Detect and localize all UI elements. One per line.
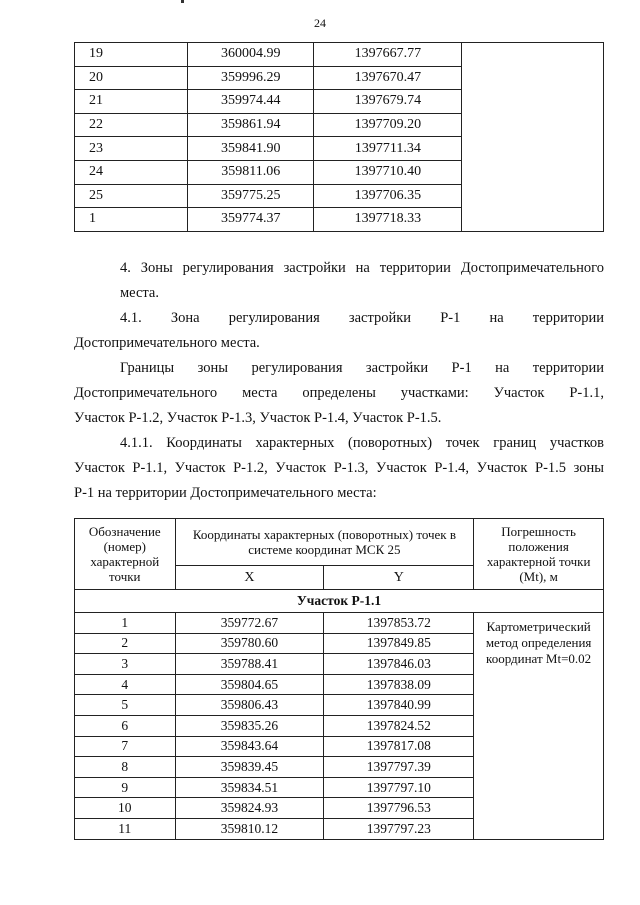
coord-y: 1397846.03 [324,654,474,675]
error-column [462,43,604,232]
section-41-heading [74,306,604,356]
coords-paragraph [74,431,604,506]
point-id: 2 [75,633,176,654]
method-note: Картометрический метод определения координат Mt=0.02 [474,613,604,840]
point-id: 6 [75,715,176,736]
coord-x: 359843.64 [175,736,324,757]
table-row [75,613,604,634]
coord-y: 1397709.20 [314,113,462,137]
coord-y: 1397797.10 [324,777,474,798]
section-title: Участок Р-1.1 [75,590,604,613]
point-id: 1 [75,208,188,232]
coord-x: 359811.06 [188,160,314,184]
coords-line1: 4.1.1. Координаты характерных (поворотных) точек границ участков [120,435,604,451]
borders-line3: Участок Р-1.2, Участок Р-1.3, Участок Р-1.4, Участок Р-1.5. [74,410,442,426]
point-id: 11 [75,818,176,839]
coord-y: 1397679.74 [314,90,462,114]
coord-y: 1397796.53 [324,798,474,819]
point-id: 10 [75,798,176,819]
coord-y: 1397670.47 [314,66,462,90]
page-number: 24 [314,16,326,30]
coord-x: 359775.25 [188,184,314,208]
coord-y: 1397840.99 [324,695,474,716]
coord-x: 359835.26 [175,715,324,736]
coord-x: 359780.60 [175,633,324,654]
borders-paragraph [74,356,604,431]
section-4-line2: места. [120,285,159,301]
point-id: 20 [75,66,188,90]
coord-x: 359804.65 [175,674,324,695]
borders-line2: Достопримечательного места определены участками: Участок Р-1.1, [74,385,604,401]
coord-x: 359806.43 [175,695,324,716]
point-id: 23 [75,137,188,161]
point-id: 21 [75,90,188,114]
section-4-heading [74,256,604,306]
coord-y: 1397817.08 [324,736,474,757]
coord-y: 1397711.34 [314,137,462,161]
coord-y: 1397797.23 [324,818,474,839]
coordinate-table-p1-1 [74,518,604,840]
coord-x: 359774.37 [188,208,314,232]
coord-y: 1397849.85 [324,633,474,654]
scan-mark [181,0,184,3]
coords-line3: Р-1 на территории Достопримечательного места: [74,485,377,501]
point-id: 7 [75,736,176,757]
coord-y: 1397838.09 [324,674,474,695]
coord-y: 1397667.77 [314,43,462,67]
coord-x: 359839.45 [175,757,324,778]
coord-x: 359824.93 [175,798,324,819]
coord-y: 1397710.40 [314,160,462,184]
coord-x: 359788.41 [175,654,324,675]
coord-x: 359810.12 [175,818,324,839]
coord-y: 1397797.39 [324,757,474,778]
point-id: 1 [75,613,176,634]
point-id: 4 [75,674,176,695]
header-y: Y [324,565,474,589]
coord-x: 359834.51 [175,777,324,798]
coord-x: 359772.67 [175,613,324,634]
header-error: Погрешность положения характерной точки (Mt), м [474,519,604,590]
header-coords: Координаты характерных (поворотных) точек в системе координат МСК 25 [175,519,474,566]
point-id: 24 [75,160,188,184]
section-41-line2: Достопримечательного места. [74,335,260,351]
point-id: 3 [75,654,176,675]
coord-y: 1397718.33 [314,208,462,232]
header-designation: Обозначение (номер) характерной точки [75,519,176,590]
coord-y: 1397706.35 [314,184,462,208]
point-id: 5 [75,695,176,716]
coord-x: 359861.94 [188,113,314,137]
point-id: 25 [75,184,188,208]
coord-x: 359974.44 [188,90,314,114]
section-4-line1: 4. Зоны регулирования застройки на территории Достопримечательного [120,260,604,276]
coord-x: 359841.90 [188,137,314,161]
point-id: 8 [75,757,176,778]
top-coordinate-table [74,42,604,232]
header-x: X [175,565,324,589]
coord-x: 359996.29 [188,66,314,90]
borders-line1: Границы зоны регулирования застройки Р-1 на территории [120,360,604,376]
coord-y: 1397824.52 [324,715,474,736]
point-id: 19 [75,43,188,67]
coord-x: 360004.99 [188,43,314,67]
point-id: 9 [75,777,176,798]
table-row [75,43,604,67]
coords-line2: Участок Р-1.1, Участок Р-1.2, Участок Р-1.3, Участок Р-1.4, Участок Р-1.5 зоны [74,460,604,476]
point-id: 22 [75,113,188,137]
section-41-line1: 4.1. Зона регулирования застройки Р-1 на территории [120,310,604,326]
coord-y: 1397853.72 [324,613,474,634]
